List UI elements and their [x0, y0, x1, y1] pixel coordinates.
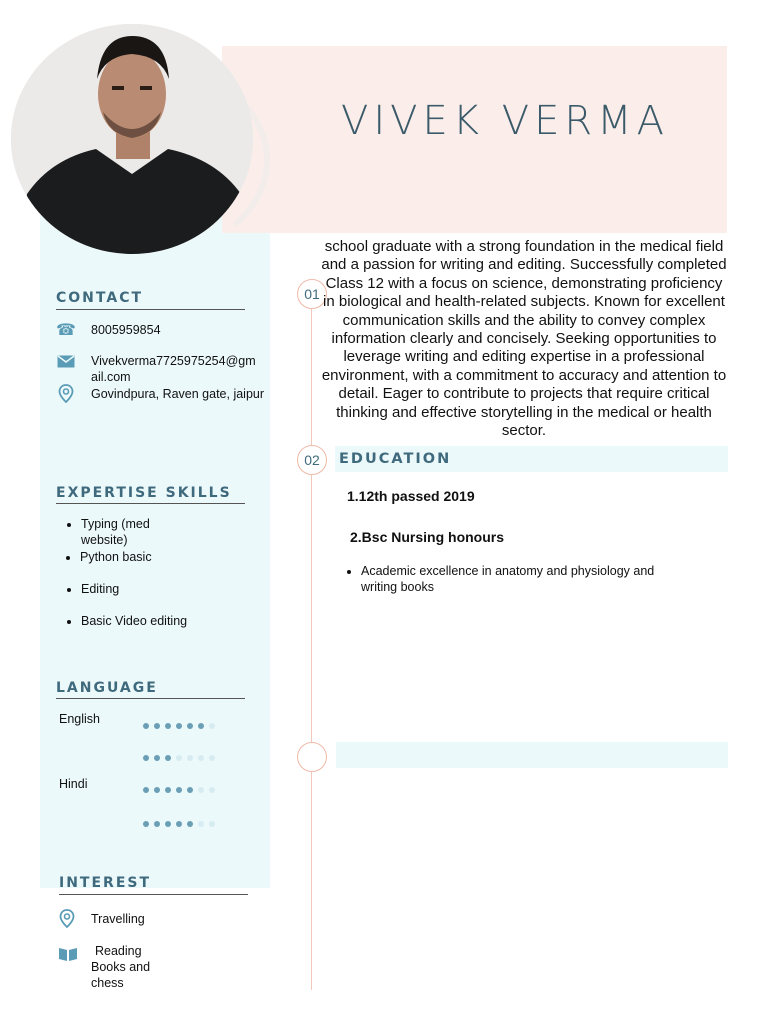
contact-phone[interactable]: 8005959854 — [91, 323, 161, 337]
person-avatar-icon — [11, 24, 253, 254]
skills-divider — [56, 503, 245, 504]
rating-dot-empty — [176, 755, 182, 761]
education-bullet-list — [341, 563, 681, 595]
rating-dot-empty — [209, 787, 215, 793]
book-icon — [58, 946, 78, 967]
rating-dot-filled — [143, 755, 149, 761]
rating-dot-empty — [187, 755, 193, 761]
rating-dot-filled — [165, 723, 171, 729]
interest-title: INTEREST — [59, 875, 152, 891]
rating-dot-filled — [165, 787, 171, 793]
language-rating-hindi — [143, 780, 220, 798]
timeline-marker-02: 02 — [297, 445, 327, 475]
timeline-line — [311, 300, 312, 990]
rating-dot-filled — [154, 723, 160, 729]
language-label-english: English — [59, 712, 100, 726]
rating-dot-filled — [154, 787, 160, 793]
profile-summary: school graduate with a strong foundation in the medical field and a passion for writing and editing. Successfully completed Class 12 with a focus on science, demonstrating proficiency in biological and health-related subjects. Known for excellent communication skills and the ability to convey complex information clearly and concisely. Seeking opportunities to leverage writing and editing expertise in a professional environment, with a commitment to accuracy and attention to detail. Eager to contribute to projects that require critical thinking and effective storytelling in the medical or health sector. — [321, 238, 727, 440]
skills-list-3 — [61, 581, 119, 597]
rating-dot-empty — [209, 723, 215, 729]
interest-travelling: Travelling — [91, 912, 145, 926]
language-rating-english-2 — [143, 748, 220, 766]
rating-dot-filled — [143, 821, 149, 827]
skill-item: • Python basic — [80, 549, 152, 565]
mail-icon — [57, 355, 75, 373]
skills-list-4 — [61, 613, 187, 629]
contact-title: CONTACT — [56, 290, 144, 306]
education-bullet: • Academic excellence in anatomy and physiology and writing books — [361, 563, 681, 595]
contact-address: Govindpura, Raven gate, jaipur — [91, 387, 265, 401]
skill-item: • Editing — [81, 581, 119, 597]
language-divider — [56, 698, 245, 699]
language-rating-english — [143, 716, 220, 734]
contact-divider — [56, 309, 245, 310]
rating-dot-filled — [198, 723, 204, 729]
profile-photo — [11, 24, 253, 254]
education-item-2: 2.Bsc Nursing honours — [350, 529, 505, 545]
phone-icon: ☎ — [56, 322, 76, 339]
interest-divider — [59, 894, 248, 895]
timeline-marker-03 — [297, 742, 327, 772]
location-pin-icon — [59, 909, 75, 934]
education-title: EDUCATION — [339, 451, 452, 467]
rating-dot-empty — [198, 821, 204, 827]
rating-dot-empty — [209, 821, 215, 827]
interest-reading: Reading Books and chess — [91, 944, 151, 990]
skill-item: • Typing (med website) — [81, 516, 171, 548]
skill-item: • Basic Video editing — [81, 613, 187, 629]
rating-dot-empty — [209, 755, 215, 761]
rating-dot-filled — [143, 787, 149, 793]
education-item-1: 1.12th passed 2019 — [347, 488, 475, 504]
rating-dot-filled — [165, 821, 171, 827]
location-pin-icon — [58, 384, 74, 409]
rating-dot-empty — [198, 755, 204, 761]
skills-list-2 — [60, 549, 152, 565]
timeline-marker-01: 01 — [297, 279, 327, 309]
rating-dot-filled — [187, 723, 193, 729]
rating-dot-filled — [187, 821, 193, 827]
skills-list — [61, 516, 171, 548]
rating-dot-filled — [176, 821, 182, 827]
skills-title: EXPERTISE SKILLS — [56, 485, 232, 501]
rating-dot-filled — [143, 723, 149, 729]
language-title: LANGUAGE — [56, 680, 158, 696]
rating-dot-filled — [154, 821, 160, 827]
rating-dot-filled — [187, 787, 193, 793]
contact-email[interactable]: Vivekverma7725975254@gmail.com — [91, 354, 256, 384]
language-rating-hindi-2 — [143, 814, 220, 832]
rating-dot-filled — [176, 723, 182, 729]
candidate-name: VIVEK VERMA — [340, 98, 670, 144]
empty-section-band — [336, 742, 728, 768]
rating-dot-filled — [176, 787, 182, 793]
language-label-hindi: Hindi — [59, 777, 88, 791]
rating-dot-empty — [198, 787, 204, 793]
rating-dot-filled — [165, 755, 171, 761]
rating-dot-filled — [154, 755, 160, 761]
